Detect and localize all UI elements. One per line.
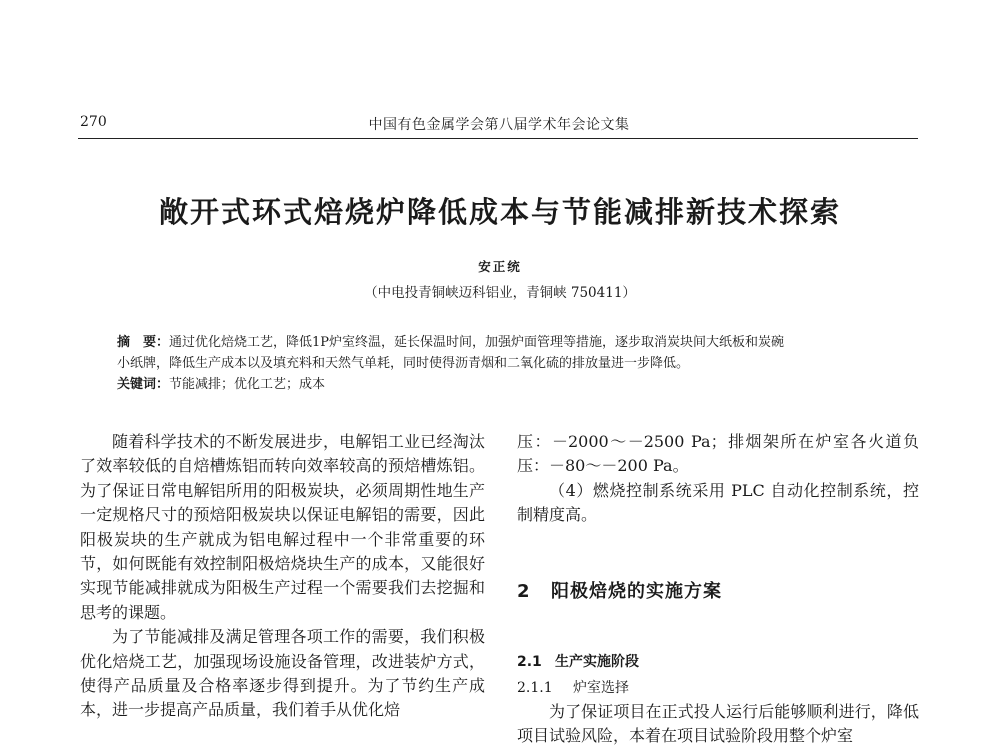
right-column-continued (517, 700, 919, 749)
page-number: 270 (80, 114, 107, 130)
abstract-block (117, 332, 907, 395)
body-paragraph: 随着科学技术的不断发展进步，电解铝工业已经淘汰了效率较低的自焙槽炼铝而转向效率较高的预焙槽炼铝。为了保证日常电解铝所用的阳极炭块，必须周期性地生产一定规格尺寸的预焙阳极炭块以保证电解铝的需要，因此阳极炭块的生产就成为铝电解过程中一个非常重要的环节，如何既能有效控制阳极焙烧块生产的成本，又能很好实现节能减排就成为阳极生产过程一个需要我们去挖掘和思考的课题。 (80, 432, 485, 622)
subsubsection-title: 炉室选择 (573, 680, 629, 696)
abstract-label: 摘 要： (117, 335, 170, 350)
section-heading (517, 577, 722, 603)
article-title: 敞开式环式焙烧炉降低成本与节能减排新技术探索 (158, 195, 841, 229)
running-title: 中国有色金属学会第八届学术年会论文集 (368, 117, 630, 133)
subsection-title: 生产实施阶段 (555, 654, 639, 670)
abstract (117, 332, 907, 374)
affiliation: （中电投青铜峡迈科铝业，青铜峡 750411） (364, 285, 636, 301)
subsubsection-heading (517, 677, 629, 697)
keywords (117, 374, 907, 395)
body-paragraph: 为了节能减排及满足管理各项工作的需要，我们积极优化焙烧工艺，加强现场设施设备管理，改进装炉方式，使得产品质量及合格率逐步得到提升。为了节约生产成本，进一步提高产品质量，我们着手从优化焙 (80, 627, 485, 720)
body-paragraph: 为了保证项目在正式投人运行后能够顺利进行，降低项目试验风险，本着在项目试验阶段用整个炉室 (517, 702, 919, 746)
body-paragraph: 压：－2000～－2500 Pa；排烟架所在炉室各火道负压：－80～－200 Pa。 (517, 432, 919, 476)
keywords-label: 关键词： (117, 377, 170, 392)
section-title: 阳极焙烧的实施方案 (551, 581, 722, 602)
right-column (517, 430, 919, 528)
keywords-text: 节能减排；优化工艺；成本 (169, 377, 326, 392)
subsection-heading (517, 651, 639, 671)
header-rule (78, 138, 918, 139)
left-column (80, 430, 485, 723)
subsection-number: 2.1 (517, 654, 542, 670)
running-header (80, 112, 918, 136)
section-number: 2 (517, 581, 531, 602)
subsubsection-number: 2.1.1 (517, 680, 553, 696)
abstract-text-1: 通过优化焙烧工艺，降低1P炉室终温，延长保温时间，加强炉面管理等措施，逐步取消炭块间大纸板和炭碗 (169, 335, 785, 350)
body-paragraph: （4）燃烧控制系统采用 PLC 自动化控制系统，控制精度高。 (517, 480, 919, 525)
author-name: 安正统 (478, 259, 522, 274)
abstract-text-2: 小纸牌，降低生产成本以及填充料和天然气单耗，同时使得沥青烟和二氧化硫的排放量进一步降低。 (117, 356, 690, 371)
